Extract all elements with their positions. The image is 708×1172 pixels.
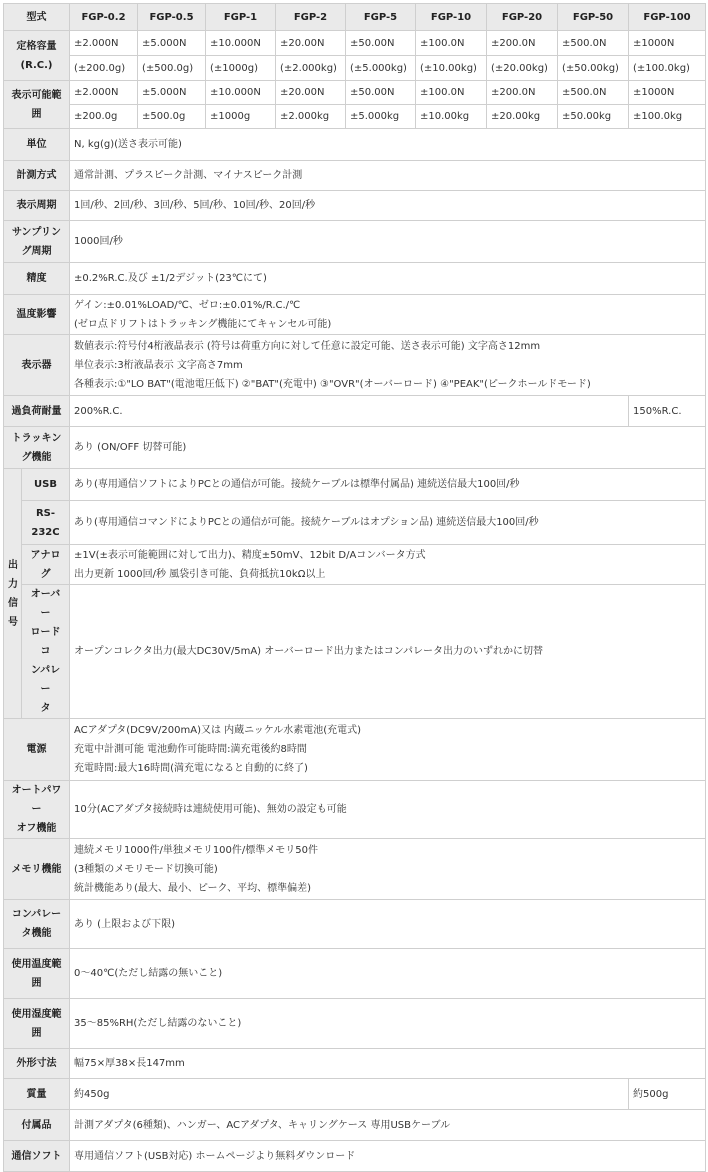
accuracy-value: ±0.2%R.C.及び ±1/2デジット(23℃にて) <box>70 263 706 295</box>
capacity-n: ±2.000N <box>70 31 138 56</box>
model-header: FGP-0.5 <box>138 4 206 31</box>
unit-row <box>4 129 706 161</box>
capacity-g: (±2.000kg) <box>276 56 346 81</box>
weight-value-b: 約500g <box>629 1079 706 1110</box>
display-range-g: ±50.00kg <box>558 105 629 129</box>
analog-line: ±1V(±表示可能範囲に対して出力)、精度±50mV、12bit D/Aコンバータ方式 <box>74 549 426 561</box>
accuracy-label: 精度 <box>4 263 70 295</box>
temp-effect-label: 温度影響 <box>4 295 70 335</box>
model-header: FGP-0.2 <box>70 4 138 31</box>
dimensions-row <box>4 1049 706 1079</box>
output-label: 出 力 信 号 <box>4 469 22 719</box>
display-line: 単位表示:3桁液晶表示 文字高さ7mm <box>74 359 243 371</box>
software-label: 通信ソフト <box>4 1141 70 1172</box>
capacity-g: (±100.0kg) <box>629 56 706 81</box>
capacity-n: ±50.00N <box>346 31 416 56</box>
auto-power-value: 10分(ACアダプタ接続時は連続使用可能)、無効の設定も可能 <box>70 781 706 839</box>
memory-line: 連続メモリ1000件/単独メモリ100件/標準メモリ50件 <box>74 844 318 856</box>
tracking-label: トラッキン グ機能 <box>4 427 70 469</box>
display-range-n: ±1000N <box>629 81 706 105</box>
model-header: FGP-100 <box>629 4 706 31</box>
comparator-row <box>4 900 706 949</box>
overload-comp-value: オープンコレクタ出力(最大DC30V/5mA) オーバーロード出力またはコンパレータ出力のいずれかに切替 <box>70 585 706 719</box>
analog-value <box>70 545 706 585</box>
capacity-n: ±100.0N <box>416 31 487 56</box>
capacity-g: (±50.00kg) <box>558 56 629 81</box>
method-row <box>4 161 706 191</box>
display-range-row-n <box>4 81 706 105</box>
capacity-n: ±20.00N <box>276 31 346 56</box>
display-range-n: ±50.00N <box>346 81 416 105</box>
weight-row <box>4 1079 706 1110</box>
display-range-g: ±200.0g <box>70 105 138 129</box>
overload-label: 過負荷耐量 <box>4 396 70 427</box>
rs232c-value: あり(専用通信コマンドによりPCとの通信が可能。接続ケーブルはオプション品) 連続送信最大100回/秒 <box>70 501 706 545</box>
model-header: FGP-10 <box>416 4 487 31</box>
display-range-g: ±500.0g <box>138 105 206 129</box>
display-range-n: ±200.0N <box>487 81 558 105</box>
unit-value: N, kg(g)(送さ表示可能) <box>70 129 706 161</box>
capacity-row-g <box>4 56 706 81</box>
analog-label: アナログ <box>22 545 70 585</box>
comparator-label: コンパレー タ機能 <box>4 900 70 949</box>
power-label: 電源 <box>4 719 70 781</box>
dimensions-label: 外形寸法 <box>4 1049 70 1079</box>
method-label: 計測方式 <box>4 161 70 191</box>
display-range-g: ±10.00kg <box>416 105 487 129</box>
capacity-n: ±200.0N <box>487 31 558 56</box>
display-range-g: ±5.000kg <box>346 105 416 129</box>
memory-label: メモリ機能 <box>4 839 70 900</box>
display-range-n: ±100.0N <box>416 81 487 105</box>
memory-row <box>4 839 706 900</box>
output-usb-row <box>4 469 706 501</box>
memory-value <box>70 839 706 900</box>
cycle-label: 表示周期 <box>4 191 70 221</box>
method-value: 通常計測、プラスピーク計測、マイナスピーク計測 <box>70 161 706 191</box>
tracking-value: あり (ON/OFF 切替可能) <box>70 427 706 469</box>
memory-line: (3種類のメモリモード切換可能) <box>74 863 218 875</box>
usb-value: あり(専用通信ソフトによりPCとの通信が可能。接続ケーブルは標準付属品) 連続送信最大100回/秒 <box>70 469 706 501</box>
op-temp-label: 使用温度範 囲 <box>4 949 70 999</box>
cycle-value: 1回/秒、2回/秒、3回/秒、5回/秒、10回/秒、20回/秒 <box>70 191 706 221</box>
rs232c-label: RS- 232C <box>22 501 70 545</box>
capacity-g: (±200.0g) <box>70 56 138 81</box>
temp-effect-row <box>4 295 706 335</box>
display-range-row-g <box>4 105 706 129</box>
unit-label: 単位 <box>4 129 70 161</box>
power-value <box>70 719 706 781</box>
temp-effect-line: ゲイン:±0.01%LOAD/℃、ゼロ:±0.01%/R.C./℃ <box>74 299 301 311</box>
display-value <box>70 335 706 396</box>
model-header: FGP-1 <box>206 4 276 31</box>
display-range-g: ±2.000kg <box>276 105 346 129</box>
auto-power-row <box>4 781 706 839</box>
op-humidity-row <box>4 999 706 1049</box>
software-value: 専用通信ソフト(USB対応) ホームページより無料ダウンロード <box>70 1141 706 1172</box>
output-comparator-row <box>4 585 706 719</box>
display-label: 表示器 <box>4 335 70 396</box>
model-header-label: 型式 <box>4 4 70 31</box>
power-line: 充電時間:最大16時間(満充電になると自動的に終了) <box>74 763 308 774</box>
capacity-n: ±5.000N <box>138 31 206 56</box>
op-humidity-value: 35〜85%RH(ただし結露のないこと) <box>70 999 706 1049</box>
display-range-label: 表示可能範 囲 <box>4 81 70 129</box>
model-header: FGP-2 <box>276 4 346 31</box>
sampling-label: サンプリン グ周期 <box>4 221 70 263</box>
tracking-row <box>4 427 706 469</box>
display-range-n: ±2.000N <box>70 81 138 105</box>
display-range-g: ±20.00kg <box>487 105 558 129</box>
output-analog-row <box>4 545 706 585</box>
display-range-g: ±1000g <box>206 105 276 129</box>
weight-value-a: 約450g <box>70 1079 629 1110</box>
capacity-g: (±10.00kg) <box>416 56 487 81</box>
capacity-n: ±1000N <box>629 31 706 56</box>
overload-value-a: 200%R.C. <box>70 396 629 427</box>
power-line: ACアダプタ(DC9V/200mA)又は 内蔵ニッケル水素電池(充電式) <box>74 725 362 736</box>
header-row <box>4 4 706 31</box>
capacity-g: (±20.00kg) <box>487 56 558 81</box>
auto-power-label: オートパワー オフ機能 <box>4 781 70 839</box>
output-rs232c-row <box>4 501 706 545</box>
capacity-g: (±1000g) <box>206 56 276 81</box>
display-range-n: ±5.000N <box>138 81 206 105</box>
capacity-n: ±500.0N <box>558 31 629 56</box>
display-row <box>4 335 706 396</box>
accessories-row <box>4 1110 706 1141</box>
temp-effect-value <box>70 295 706 335</box>
display-range-n: ±20.00N <box>276 81 346 105</box>
analog-line: 出力更新 1000回/秒 風袋引き可能、負荷抵抗10kΩ以上 <box>74 568 326 580</box>
cycle-row <box>4 191 706 221</box>
weight-label: 質量 <box>4 1079 70 1110</box>
spec-table <box>3 3 706 1172</box>
op-temp-row <box>4 949 706 999</box>
op-humidity-label: 使用湿度範 囲 <box>4 999 70 1049</box>
display-range-n: ±500.0N <box>558 81 629 105</box>
capacity-label: 定格容量 (R.C.) <box>4 31 70 81</box>
sampling-row <box>4 221 706 263</box>
overload-row <box>4 396 706 427</box>
dimensions-value: 幅75×厚38×長147mm <box>70 1049 706 1079</box>
overload-value-b: 150%R.C. <box>629 396 706 427</box>
model-header: FGP-5 <box>346 4 416 31</box>
capacity-n: ±10.000N <box>206 31 276 56</box>
memory-line: 統計機能あり(最大、最小、ピーク、平均、標準偏差) <box>74 882 312 894</box>
accessories-label: 付属品 <box>4 1110 70 1141</box>
accuracy-row <box>4 263 706 295</box>
display-range-g: ±100.0kg <box>629 105 706 129</box>
display-range-n: ±10.000N <box>206 81 276 105</box>
temp-effect-line: (ゼロ点ドリフトはトラッキング機能にてキャンセル可能) <box>74 318 332 330</box>
model-header: FGP-20 <box>487 4 558 31</box>
op-temp-value: 0〜40℃(ただし結露の無いこと) <box>70 949 706 999</box>
usb-label: USB <box>22 469 70 501</box>
accessories-value: 計測アダプタ(6種類)、ハンガー、ACアダプタ、キャリングケース 専用USBケーブル <box>70 1110 706 1141</box>
overload-comp-label: オーバー ロードコ ンパレー タ <box>22 585 70 719</box>
capacity-g: (±500.0g) <box>138 56 206 81</box>
comparator-value: あり (上限および下限) <box>70 900 706 949</box>
display-line: 各種表示:①"LO BAT"(電池電圧低下) ②"BAT"(充電中) ③"OVR"(オーバーロード) ④"PEAK"(ピークホールドモード) <box>74 378 591 390</box>
display-line: 数値表示:符号付4桁液晶表示 (符号は荷重方向に対して任意に設定可能、送さ表示可能) 文字高さ12mm <box>74 340 541 352</box>
sampling-value: 1000回/秒 <box>70 221 706 263</box>
power-row <box>4 719 706 781</box>
software-row <box>4 1141 706 1172</box>
capacity-g: (±5.000kg) <box>346 56 416 81</box>
capacity-row-n <box>4 31 706 56</box>
model-header: FGP-50 <box>558 4 629 31</box>
power-line: 充電中計測可能 電池動作可能時間:満充電後約8時間 <box>74 744 307 755</box>
